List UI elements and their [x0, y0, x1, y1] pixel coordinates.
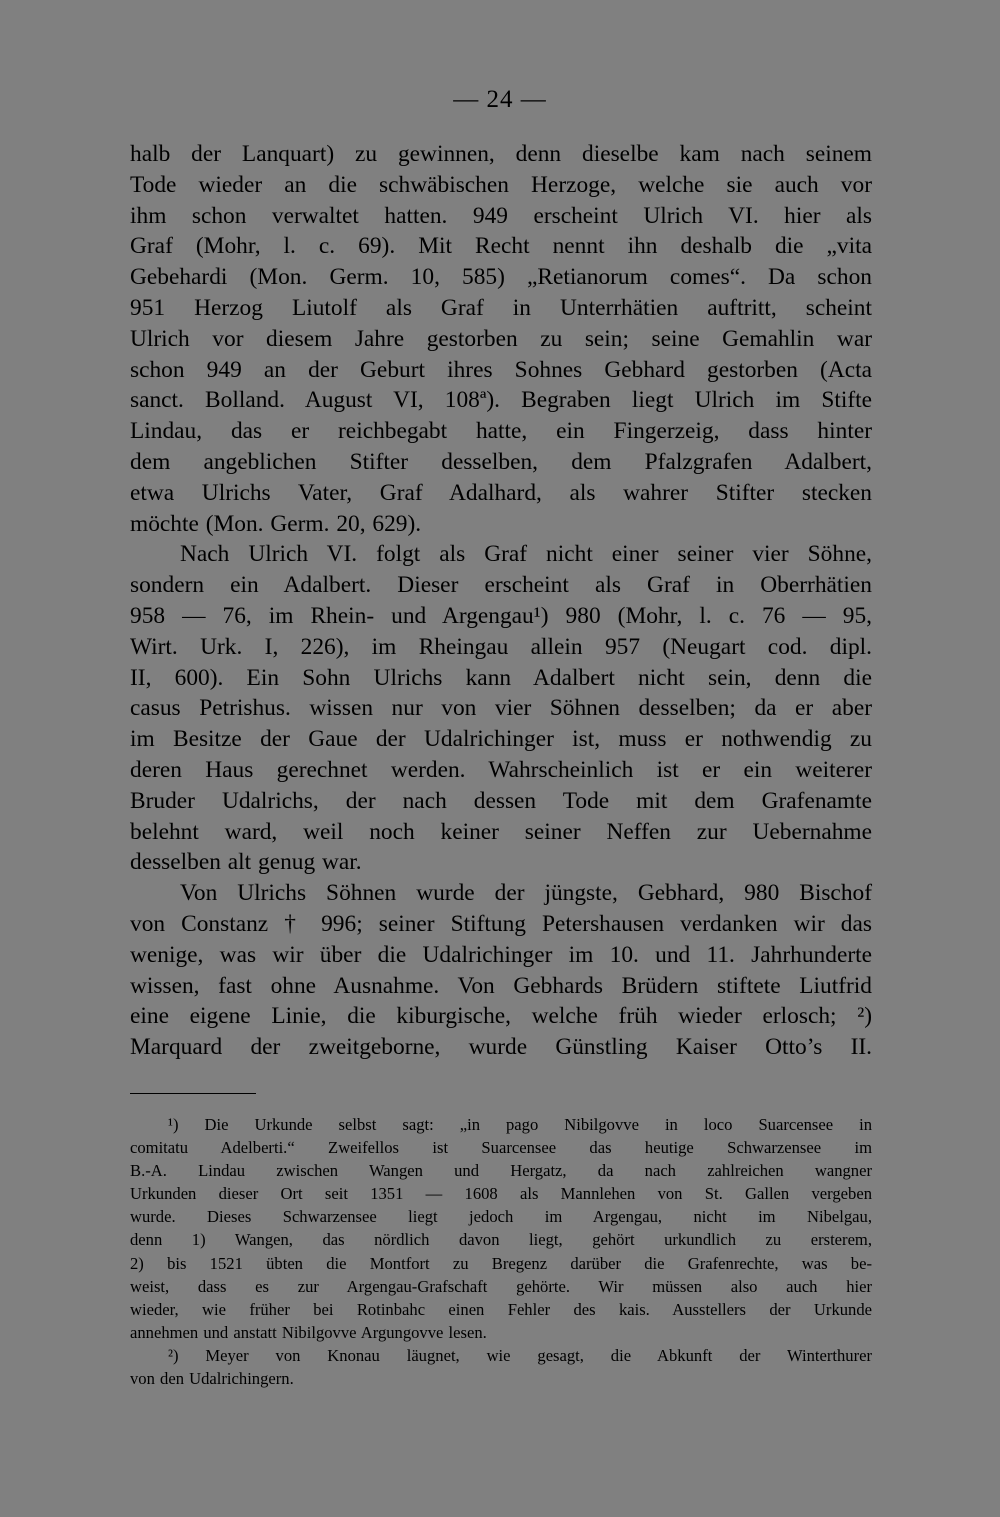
text-line: Bruder Udalrichs, der nach dessen Tode mit dem Grafenamte [130, 787, 872, 814]
footnote-line: B.-A. Lindau zwischen Wangen und Hergatz, da nach zahlreichen wangner [130, 1161, 872, 1181]
text-line: Von Ulrichs Söhnen wurde der jüngste, Gebhard, 980 Bischof [180, 880, 872, 907]
text-line: 951 Herzog Liutolf als Graf in Unterrhätien auftritt, scheint [130, 294, 872, 321]
footnote-line: annehmen und anstatt Nibilgovve Argungovve lesen. [130, 1322, 487, 1342]
text-line: desselben alt genug war. [130, 849, 362, 876]
text-line: Tode wieder an die schwäbischen Herzoge, welche sie auch vor [130, 171, 872, 198]
text-line: dem angeblichen Stifter desselben, dem Pfalzgrafen Adalbert, [130, 448, 872, 475]
text-line: sondern ein Adalbert. Dieser erscheint als Graf in Oberrhätien [130, 572, 872, 599]
footnote-line: 2) bis 1521 übten die Montfort zu Bregenz darüber die Grafenrechte, was be- [130, 1253, 872, 1273]
text-line: wenige, was wir über die Udalrichinger im 10. und 11. Jahrhunderte [130, 941, 872, 968]
text-line: 958 — 76, im Rhein- und Argengau¹) 980 (Mohr, l. c. 76 — 95, [130, 602, 872, 629]
text-line: Marquard der zweitgeborne, wurde Günstling Kaiser Otto’s II. [130, 1034, 872, 1061]
text-line: möchte (Mon. Germ. 20, 629). [130, 510, 422, 537]
main-text [130, 139, 872, 1063]
footnote-line: denn 1) Wangen, das nördlich davon liegt, gehört urkundlich zu ersterem, [130, 1230, 872, 1250]
text-line: belehnt ward, weil noch keiner seiner Neffen zur Uebernahme [130, 818, 872, 845]
footnote-line: ²) Meyer von Knonau läugnet, wie gesagt, die Abkunft der Winterthurer [168, 1345, 872, 1365]
text-line: Ulrich vor diesem Jahre gestorben zu sein; seine Gemahlin war [130, 325, 872, 352]
page-number: — 24 — [453, 86, 547, 113]
text-line: Graf (Mohr, l. c. 69). Mit Recht nennt ihn deshalb die „vita [130, 233, 872, 260]
footnote-separator [130, 1093, 256, 1094]
footnotes [130, 1113, 872, 1390]
text-line: schon 949 an der Geburt ihres Sohnes Gebhard gestorben (Acta [130, 356, 872, 383]
text-line: eine eigene Linie, die kiburgische, welche früh wieder erlosch; ²) [130, 1003, 872, 1030]
text-line: ihm schon verwaltet hatten. 949 erscheint Ulrich VI. hier als [130, 202, 872, 229]
text-line: Nach Ulrich VI. folgt als Graf nicht einer seiner vier Söhne, [180, 541, 872, 568]
text-line: Lindau, das er reichbegabt hatte, ein Fingerzeig, dass hinter [130, 418, 872, 445]
footnote-line: comitatu Adelberti.“ Zweifellos ist Suarcensee das heutige Schwarzensee im [130, 1138, 872, 1158]
text-line: casus Petrishus. wissen nur von vier Söhnen desselben; da er aber [130, 695, 872, 722]
text-line: halb der Lanquart) zu gewinnen, denn dieselbe kam nach seinem [130, 141, 872, 167]
text-line: Wirt. Urk. I, 226), im Rheingau allein 957 (Neugart cod. dipl. [130, 633, 872, 660]
text-line: im Besitze der Gaue der Udalrichinger ist, muss er nothwendig zu [130, 726, 872, 753]
footnote-line: wurde. Dieses Schwarzensee liegt jedoch im Argengau, nicht im Nibelgau, [130, 1207, 872, 1227]
footnote-line: wieder, wie früher bei Rotinbahc einen Fehler des kais. Ausstellers der Urkunde [130, 1299, 872, 1319]
text-line: Gebehardi (Mon. Germ. 10, 585) „Retianorum comes“. Da schon [130, 264, 872, 291]
footnote-line: ¹) Die Urkunde selbst sagt: „in pago Nibilgovve in loco Suarcensee in [168, 1115, 872, 1134]
footnote-line: von den Udalrichingern. [130, 1369, 294, 1389]
footnote-line: weist, dass es zur Argengau-Grafschaft gehörte. Wir müssen also auch hier [130, 1276, 872, 1296]
text-line: von Constanz † 996; seiner Stiftung Petershausen verdanken wir das [130, 910, 872, 937]
text-line: wissen, fast ohne Ausnahme. Von Gebhards Brüdern stiftete Liutfrid [130, 972, 872, 999]
text-line: etwa Ulrichs Vater, Graf Adalhard, als wahrer Stifter stecken [130, 479, 872, 506]
text-line: deren Haus gerechnet werden. Wahrscheinlich ist er ein weiterer [130, 756, 872, 783]
text-line: II, 600). Ein Sohn Ulrichs kann Adalbert nicht sein, denn die [130, 664, 872, 691]
text-line: sanct. Bolland. August VI, 108ª). Begraben liegt Ulrich im Stifte [130, 387, 872, 414]
footnote-line: Urkunden dieser Ort seit 1351 — 1608 als Mannlehen von St. Gallen vergeben [130, 1184, 872, 1204]
